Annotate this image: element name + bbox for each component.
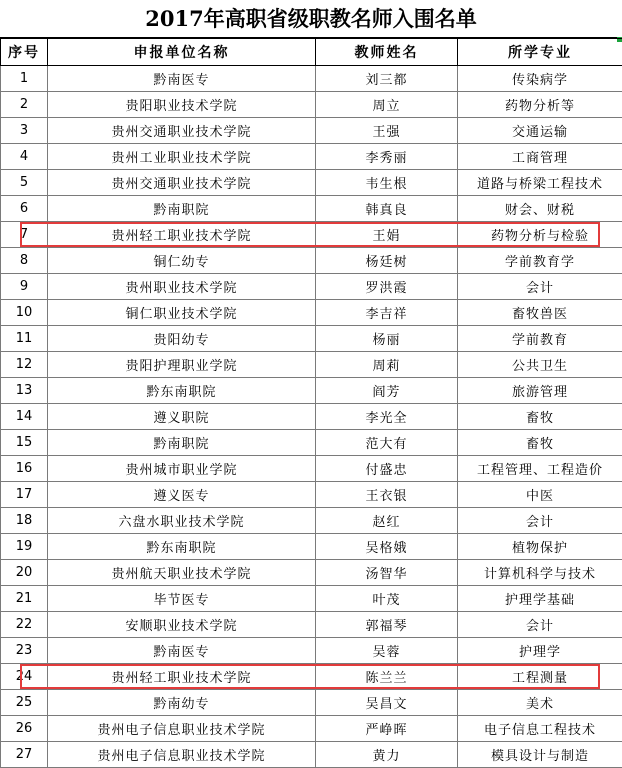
cell-index[interactable]: 5 [1,170,48,196]
cell-teacher[interactable]: 杨廷树 [316,248,458,274]
table-row [1,118,622,144]
sheet-title: 2017年高职省级职教名师入围名单 [0,0,622,38]
cell-index[interactable]: 23 [1,638,48,664]
cell-major[interactable]: 电子信息工程技术 [458,716,622,742]
cell-unit[interactable]: 贵州电子信息职业技术学院 [48,742,316,768]
cell-index[interactable]: 6 [1,196,48,222]
cell-teacher[interactable]: 李秀丽 [316,144,458,170]
table-row [1,664,622,690]
cell-major[interactable]: 护理学 [458,638,622,664]
table-row [1,144,622,170]
cell-unit[interactable]: 安顺职业技术学院 [48,612,316,638]
cell-major[interactable]: 道路与桥梁工程技术 [458,170,622,196]
cell-teacher[interactable]: 吴格娥 [316,534,458,560]
cell-major[interactable]: 学前教育 [458,326,622,352]
cell-unit[interactable]: 黔南职院 [48,430,316,456]
cell-unit[interactable]: 遵义医专 [48,482,316,508]
table-row [1,482,622,508]
table-row [1,716,622,742]
cell-index[interactable]: 18 [1,508,48,534]
cell-teacher[interactable]: 范大有 [316,430,458,456]
cell-unit[interactable]: 贵州轻工职业技术学院 [48,664,316,690]
table-row [1,612,622,638]
cell-index[interactable]: 20 [1,560,48,586]
cell-unit[interactable]: 贵州航天职业技术学院 [48,560,316,586]
cell-index[interactable]: 14 [1,404,48,430]
cell-index[interactable]: 4 [1,144,48,170]
cell-unit[interactable]: 贵州轻工职业技术学院 [48,222,316,248]
table-row [1,248,622,274]
table-row [1,404,622,430]
cell-index[interactable]: 17 [1,482,48,508]
cell-unit[interactable]: 贵州交通职业技术学院 [48,170,316,196]
cell-unit[interactable]: 黔东南职院 [48,378,316,404]
cell-teacher[interactable]: 罗洪霞 [316,274,458,300]
cell-major[interactable]: 工商管理 [458,144,622,170]
cell-unit[interactable]: 毕节医专 [48,586,316,612]
cell-index[interactable]: 9 [1,274,48,300]
cell-teacher[interactable]: 周立 [316,92,458,118]
cell-major[interactable]: 植物保护 [458,534,622,560]
table-row [1,378,622,404]
cell-unit[interactable]: 贵阳护理职业学院 [48,352,316,378]
cell-index[interactable]: 25 [1,690,48,716]
cell-index[interactable]: 3 [1,118,48,144]
cell-unit[interactable]: 黔南幼专 [48,690,316,716]
table-row [1,456,622,482]
cell-index[interactable]: 15 [1,430,48,456]
cell-index[interactable]: 21 [1,586,48,612]
cell-major[interactable]: 计算机科学与技术 [458,560,622,586]
cell-unit[interactable]: 贵州职业技术学院 [48,274,316,300]
cell-major[interactable]: 旅游管理 [458,378,622,404]
cell-teacher[interactable]: 吴蓉 [316,638,458,664]
table-row [1,430,622,456]
cell-teacher[interactable]: 杨丽 [316,326,458,352]
table-row [1,638,622,664]
cell-major[interactable]: 财会、财税 [458,196,622,222]
cell-unit[interactable]: 黔东南职院 [48,534,316,560]
cell-teacher[interactable]: 郭福琴 [316,612,458,638]
table-row [1,508,622,534]
cell-unit[interactable]: 六盘水职业技术学院 [48,508,316,534]
cell-index[interactable]: 26 [1,716,48,742]
table-row [1,196,622,222]
cell-teacher[interactable]: 付盛忠 [316,456,458,482]
cell-teacher[interactable]: 吴昌文 [316,690,458,716]
cell-unit[interactable]: 贵州电子信息职业技术学院 [48,716,316,742]
cell-major[interactable]: 传染病学 [458,66,622,92]
cell-major[interactable]: 学前教育学 [458,248,622,274]
cell-teacher[interactable]: 汤智华 [316,560,458,586]
cell-unit[interactable]: 贵阳职业技术学院 [48,92,316,118]
cell-teacher[interactable]: 韩真良 [316,196,458,222]
cell-unit[interactable]: 贵阳幼专 [48,326,316,352]
cell-teacher[interactable]: 陈兰兰 [316,664,458,690]
cell-teacher[interactable]: 叶茂 [316,586,458,612]
cell-unit[interactable]: 铜仁幼专 [48,248,316,274]
table-row [1,690,622,716]
table-row [1,534,622,560]
cell-major[interactable]: 药物分析等 [458,92,622,118]
table-row [1,326,622,352]
cell-unit[interactable]: 黔南医专 [48,66,316,92]
table-row [1,170,622,196]
cell-teacher[interactable]: 王衣银 [316,482,458,508]
cell-unit[interactable]: 黔南职院 [48,196,316,222]
header-teacher[interactable]: 教师姓名 [316,39,458,66]
cell-index[interactable]: 7 [1,222,48,248]
cell-teacher[interactable]: 周莉 [316,352,458,378]
cell-major[interactable]: 畜牧兽医 [458,300,622,326]
cell-major[interactable]: 畜牧 [458,404,622,430]
cell-teacher[interactable]: 阎芳 [316,378,458,404]
table-row [1,586,622,612]
table-row [1,66,622,92]
cell-major[interactable]: 药物分析与检验 [458,222,622,248]
cell-major[interactable]: 交通运输 [458,118,622,144]
table-row [1,222,622,248]
cell-index[interactable]: 22 [1,612,48,638]
cell-index[interactable]: 24 [1,664,48,690]
cell-unit[interactable]: 遵义职院 [48,404,316,430]
table-row [1,92,622,118]
header-unit[interactable]: 申报单位名称 [48,39,316,66]
table-row [1,300,622,326]
cell-index[interactable]: 27 [1,742,48,768]
header-major[interactable]: 所学专业 [458,39,622,66]
cell-teacher[interactable]: 李吉祥 [316,300,458,326]
cell-teacher[interactable]: 赵红 [316,508,458,534]
cell-major[interactable]: 会计 [458,508,622,534]
cell-index[interactable]: 11 [1,326,48,352]
cell-teacher[interactable]: 韦生根 [316,170,458,196]
table-row [1,560,622,586]
cell-index[interactable]: 12 [1,352,48,378]
cell-major[interactable]: 畜牧 [458,430,622,456]
cell-index[interactable]: 19 [1,534,48,560]
cell-unit[interactable]: 贵州工业职业技术学院 [48,144,316,170]
cell-major[interactable]: 模具设计与制造 [458,742,622,768]
cell-index[interactable]: 13 [1,378,48,404]
cell-index[interactable]: 16 [1,456,48,482]
cell-index[interactable]: 10 [1,300,48,326]
teacher-table [0,38,622,768]
cell-major[interactable]: 护理学基础 [458,586,622,612]
cell-teacher[interactable]: 王强 [316,118,458,144]
header-index[interactable]: 序号 [1,39,48,66]
cell-major[interactable]: 会计 [458,612,622,638]
cell-major[interactable]: 工程测量 [458,664,622,690]
cell-major[interactable]: 美术 [458,690,622,716]
cell-index[interactable]: 8 [1,248,48,274]
cell-unit[interactable]: 贵州城市职业学院 [48,456,316,482]
cell-unit[interactable]: 黔南医专 [48,638,316,664]
cell-teacher[interactable]: 李光全 [316,404,458,430]
cell-major[interactable]: 工程管理、工程造价 [458,456,622,482]
header-row [1,39,622,66]
cell-teacher[interactable]: 黄力 [316,742,458,768]
cell-major[interactable]: 公共卫生 [458,352,622,378]
cell-unit[interactable]: 铜仁职业技术学院 [48,300,316,326]
cell-major[interactable]: 会计 [458,274,622,300]
table-row [1,274,622,300]
cell-teacher[interactable]: 王娟 [316,222,458,248]
cell-index[interactable]: 2 [1,92,48,118]
cell-major[interactable]: 中医 [458,482,622,508]
cell-unit[interactable]: 贵州交通职业技术学院 [48,118,316,144]
cell-teacher[interactable]: 严峥晖 [316,716,458,742]
cell-teacher[interactable]: 刘三都 [316,66,458,92]
cell-index[interactable]: 1 [1,66,48,92]
table-row [1,352,622,378]
